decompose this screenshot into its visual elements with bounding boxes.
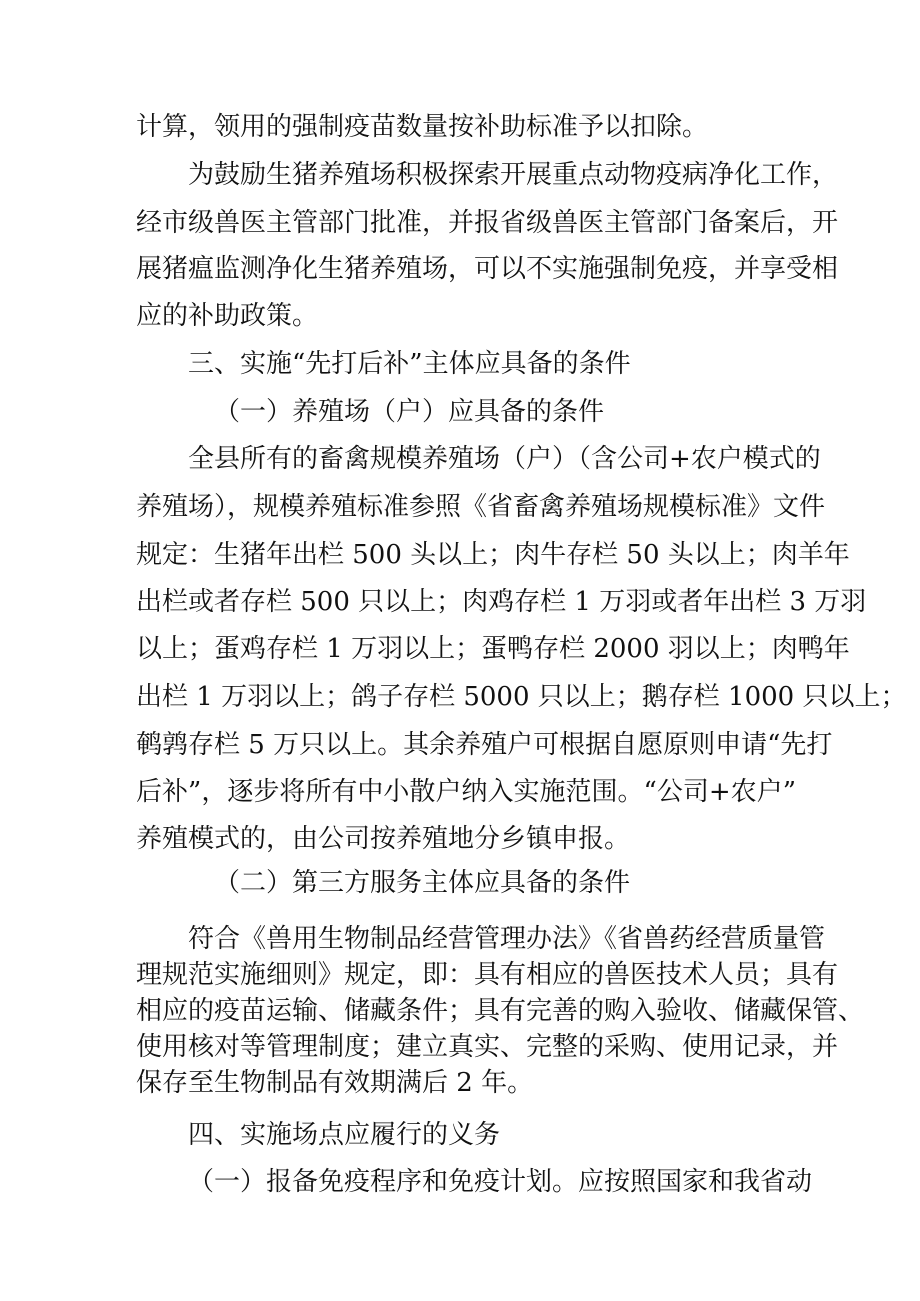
paragraph-start-line: 为鼓励生猪养殖场积极探索开展重点动物疫病净化工作， [188, 160, 839, 190]
text-line: 理规范实施细则》规定，即：具有相应的兽医技术人员；具有 [136, 960, 839, 990]
text-line: 规定：生猪年出栏 500 头以上；肉牛存栏 50 头以上；肉羊年 [136, 540, 850, 570]
paragraph-start-line: 符合《兽用生物制品经营管理办法》《省兽药经营质量管 [188, 924, 826, 954]
text-line: 相应的疫苗运输、储藏条件；具有完善的购入验收、储藏保管、 [136, 996, 865, 1026]
text-line: 计算，领用的强制疫苗数量按补助标准予以扣除。 [136, 112, 709, 142]
text-line: 鹌鹑存栏 5 万只以上。其余养殖户可根据自愿原则申请“先打 [136, 730, 833, 760]
subsection-heading: （一）养殖场（户）应具备的条件 [214, 397, 605, 427]
section-heading: 四、实施场点应履行的义务 [188, 1120, 501, 1150]
paragraph-start-line: （一）报备免疫程序和免疫计划。应按照国家和我省动 [188, 1167, 813, 1197]
text-line: 以上；蛋鸡存栏 1 万羽以上；蛋鸭存栏 2000 羽以上；肉鸭年 [136, 634, 850, 664]
text-line: 经市级兽医主管部门批准，并报省级兽医主管部门备案后，开 [136, 208, 839, 238]
text-line: 应的补助政策。 [136, 301, 319, 331]
paragraph-start-line: 全县所有的畜禽规模养殖场（户）（含公司+农户模式的 [188, 444, 821, 474]
text-line: 出栏或者存栏 500 只以上；肉鸡存栏 1 万羽或者年出栏 3 万羽 [136, 587, 867, 617]
text-line: 养殖场），规模养殖标准参照《省畜禽养殖场规模标准》文件 [136, 492, 826, 522]
text-line: 养殖模式的，由公司按养殖地分乡镇申报。 [136, 824, 631, 854]
text-line: 使用核对等管理制度；建立真实、完整的采购、使用记录，并 [136, 1032, 839, 1062]
subsection-heading: （二）第三方服务主体应具备的条件 [214, 868, 631, 898]
text-line: 出栏 1 万羽以上；鸽子存栏 5000 只以上；鹅存栏 1000 只以上； [136, 682, 907, 712]
text-line: 后补”，逐步将所有中小散户纳入实施范围。“公司+农户” [136, 777, 796, 807]
section-heading: 三、实施“先打后补”主体应具备的条件 [188, 349, 631, 379]
text-line: 保存至生物制品有效期满后 2 年。 [136, 1068, 534, 1098]
text-line: 展猪瘟监测净化生猪养殖场，可以不实施强制免疫，并享受相 [136, 254, 839, 284]
